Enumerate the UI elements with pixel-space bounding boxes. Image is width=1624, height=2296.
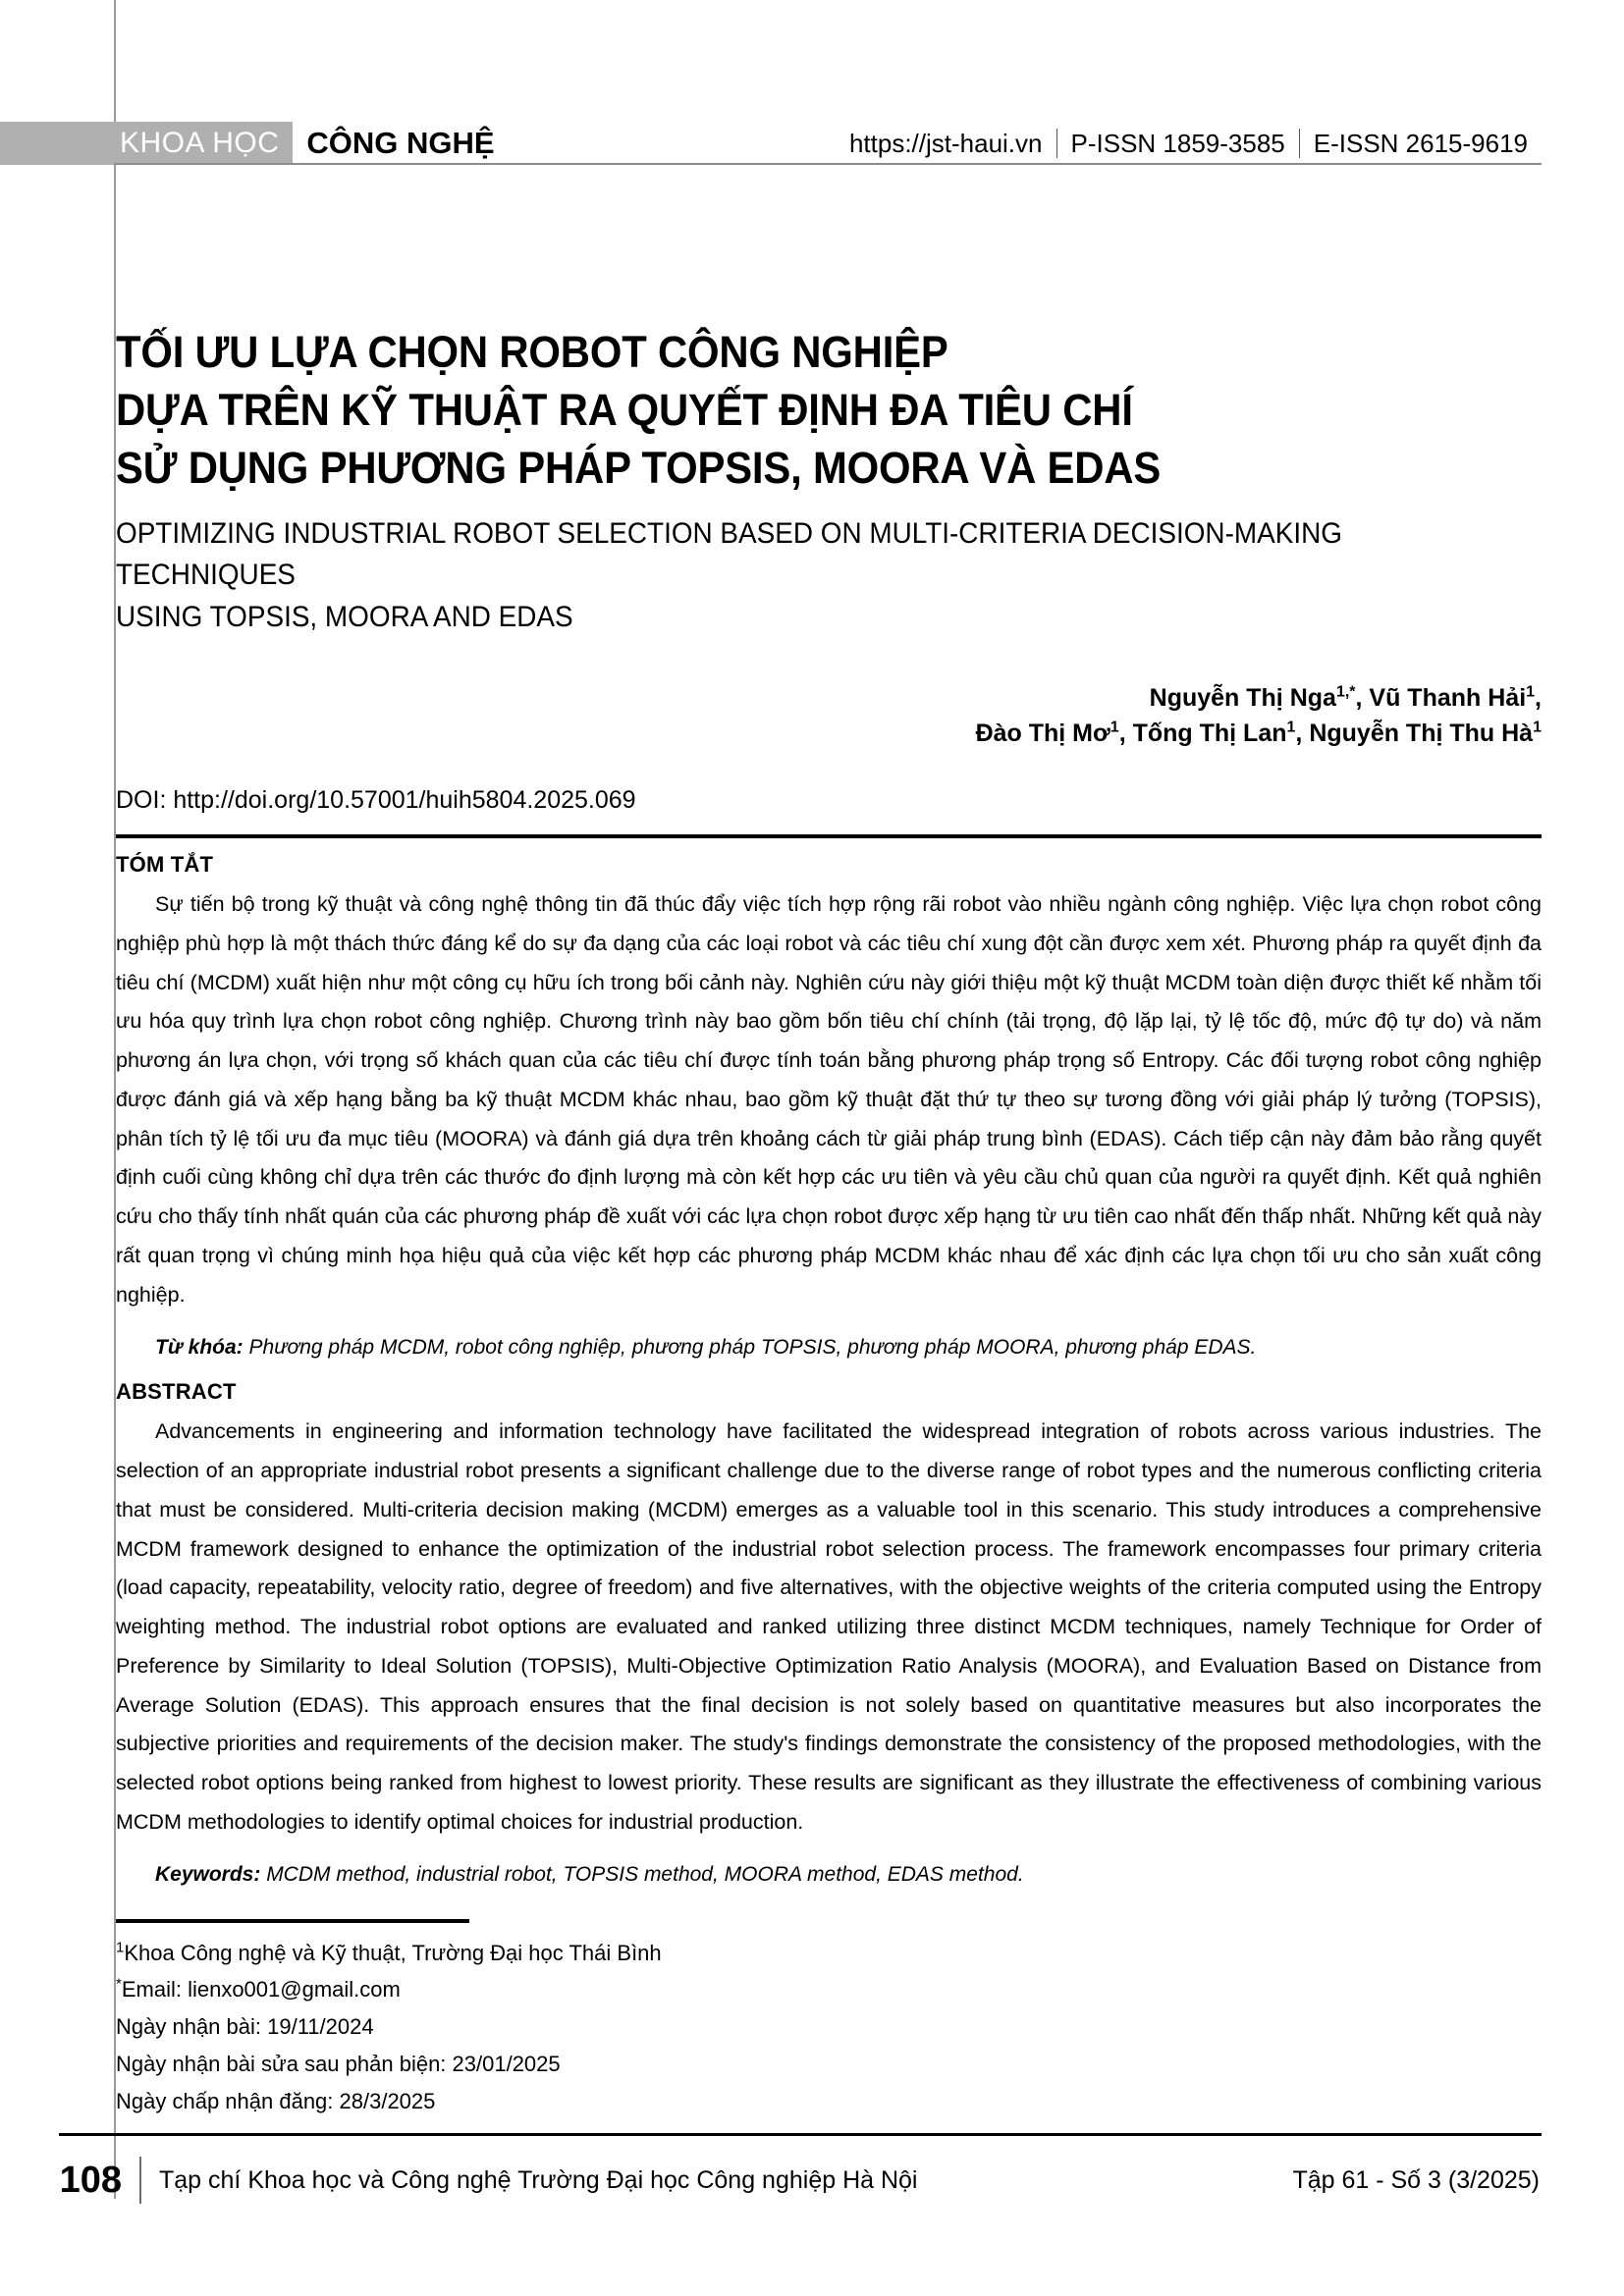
title-block xyxy=(116,0,1542,639)
doi-line[interactable]: DOI: http://doi.org/10.57001/huih5804.2025.069 xyxy=(116,786,636,815)
author-sup-4: 1 xyxy=(1286,719,1296,736)
author-sup-5: 1 xyxy=(1533,719,1542,736)
keywords-vi-value: Phương pháp MCDM, robot công nghiệp, phương pháp TOPSIS, phương pháp MOORA, phương pháp EDAS. xyxy=(243,1335,1257,1359)
page-footer xyxy=(59,2146,1542,2215)
author-sup-2: 1 xyxy=(1526,683,1536,701)
article-title-english xyxy=(116,513,1441,639)
abstract-vi-body: Sự tiến bộ trong kỹ thuật và công nghệ thông tin đã thúc đẩy việc tích hợp rộng rãi robot vào nhiều ngành công nghiệp. Việc lựa chọn robot công nghiệp phù hợp là một thách thức đáng kể do sự đa dạng của các loại robot và các tiêu chí xung đột cần được xem xét. Phương pháp ra quyết định đa tiêu chí (MCDM) xuất hiện như một công cụ hữu ích trong bối cảnh này. Nghiên cứu này giới thiệu một kỹ thuật MCDM toàn diện được thiết kế nhằm tối ưu hóa quy trình lựa chọn robot công nghiệp. Chương trình này bao gồm bốn tiêu chí chính (tải trọng, độ lặp lại, tỷ lệ tốc độ, mức độ tự do) và năm phương án lựa chọn, với trọng số khách quan của các tiêu chí được tính toán bằng phương pháp trọng số Entropy. Các đối tượng robot công nghiệp được đánh giá và xếp hạng bằng ba kỹ thuật MCDM khác nhau, bao gồm kỹ thuật đặt thứ tự theo sự tương đồng với giải pháp lý tưởng (TOPSIS), phân tích tỷ lệ tối ưu đa mục tiêu (MOORA) và đánh giá dựa trên khoảng cách từ giải pháp trung bình (EDAS). Cách tiếp cận này đảm bảo rằng quyết định cuối cùng không chỉ dựa trên các thước đo định lượng mà còn kết hợp các ưu tiên và yêu cầu chủ quan của người ra quyết định. Kết quả nghiên cứu cho thấy tính nhất quán của các phương pháp đề xuất với các lựa chọn robot được xếp hạng từ ưu tiên cao nhất đến thấp nhất. Những kết quả này rất quan trọng vì chúng minh họa hiệu quả của việc kết hợp các phương pháp MCDM khác nhau để xác định các lựa chọn tối ưu cho sản xuất công nghiệp. xyxy=(116,892,1542,1307)
affiliation-marker: 1 xyxy=(116,1939,125,1956)
author-line-1 xyxy=(116,680,1542,716)
title-vi-line-3: SỬ DỤNG PHƯƠNG PHÁP TOPSIS, MOORA VÀ EDAS xyxy=(116,442,1162,493)
affiliation-text: Khoa Công nghệ và Kỹ thuật, Trường Đại học Thái Bình xyxy=(124,1940,662,1965)
title-vi-line-1: TỐI ƯU LỰA CHỌN ROBOT CÔNG NGHIỆP xyxy=(116,327,948,377)
page-number: 108 xyxy=(59,2159,122,2201)
author-sup-3: 1 xyxy=(1110,719,1119,736)
footnote-block xyxy=(116,1935,1542,2120)
title-en-line-1: OPTIMIZING INDUSTRIAL ROBOT SELECTION BASED ON MULTI-CRITERIA DECISION-MAKING TECHNIQUES xyxy=(116,516,1342,592)
author-line-2 xyxy=(116,716,1542,751)
footer-divider xyxy=(139,2157,141,2204)
footnote-separator-rule xyxy=(116,1919,469,1923)
keywords-en-label: Keywords: xyxy=(155,1862,261,1886)
author-sup-1: 1,* xyxy=(1335,683,1356,701)
title-en-line-2: USING TOPSIS, MOORA AND EDAS xyxy=(116,601,573,633)
footnote-received-date: Ngày nhận bài: 19/11/2024 xyxy=(116,2014,374,2040)
author-dao-thi-mo: Đào Thị Mơ xyxy=(975,719,1110,747)
keywords-vi-label: Từ khóa: xyxy=(155,1335,244,1359)
abstract-en-body: Advancements in engineering and information technology have facilitated the widespread integration of robots across various industries. The selection of an appropriate industrial robot presents a significant challenge due to the diverse range of robot types and the numerous conflicting criteria that must be considered. Multi-criteria decision making (MCDM) emerges as a valuable tool in this scenario. This study introduces a comprehensive MCDM framework designed to enhance the optimization of the industrial robot selection process. The framework encompasses four primary criteria (load capacity, repeatability, velocity ratio, degree of freedom) and five alternatives, with the objective weights of the criteria computed using the Entropy weighting method. The industrial robot options are evaluated and ranked utilizing three distinct MCDM techniques, namely Technique for Order of Preference by Similarity to Ideal Solution (TOPSIS), Multi-Objective Optimization Ratio Analysis (MOORA), and Evaluation Based on Distance from Average Solution (EDAS). This approach ensures that the final decision is not solely based on quantitative measures but also incorporates the subjective priorities and requirements of the decision maker. The study's findings demonstrate the consistency of the proposed methodologies, with the selected robot options being ranked from highest to lowest priority. These results are significant as they illustrate the effectiveness of combining various MCDM methodologies to identify optimal choices for industrial production. xyxy=(116,1419,1542,1834)
author-vu-thanh-hai: , Vũ Thanh Hải xyxy=(1355,683,1527,712)
content-column xyxy=(116,0,1542,2120)
footer-issue-info: Tập 61 - Số 3 (3/2025) xyxy=(1292,2165,1540,2194)
keywords-vi xyxy=(116,1329,1542,1366)
footnote-revised-date: Ngày nhận bài sửa sau phản biện: 23/01/2025 xyxy=(116,2052,561,2077)
footnote-accepted-date: Ngày chấp nhận đăng: 28/3/2025 xyxy=(116,2088,436,2113)
title-vi-line-2: DỰA TRÊN KỸ THUẬT RA QUYẾT ĐỊNH ĐA TIÊU CHÍ xyxy=(116,384,1133,435)
electronic-issn: E-ISSN 2615-9619 xyxy=(1313,128,1528,158)
abstract-top-rule xyxy=(116,834,1542,838)
email-marker: * xyxy=(116,1976,122,1994)
author-line-1-end: , xyxy=(1535,683,1542,712)
journal-website[interactable]: https://jst-haui.vn xyxy=(848,128,1043,158)
author-nguyen-thi-thu-ha: , Nguyễn Thị Thu Hà xyxy=(1295,719,1534,747)
footer-journal-name: Tạp chí Khoa học và Công nghệ Trường Đại học Công nghiệp Hà Nội xyxy=(159,2165,918,2194)
masthead-tag-cong-nghe: CÔNG NGHỆ xyxy=(306,126,495,160)
email-text[interactable]: Email: lienxo001@gmail.com xyxy=(121,1977,401,2002)
keywords-en xyxy=(116,1856,1542,1894)
footnote-email xyxy=(116,1971,1542,2008)
author-nguyen-thi-nga: Nguyễn Thị Nga xyxy=(1149,683,1336,712)
author-list xyxy=(116,680,1542,752)
author-tong-thi-lan: , Tống Thị Lan xyxy=(1118,719,1287,747)
article-title-vietnamese xyxy=(116,324,1441,498)
print-issn: P-ISSN 1859-3585 xyxy=(1070,128,1285,158)
keywords-en-value: MCDM method, industrial robot, TOPSIS method, MOORA method, EDAS method. xyxy=(260,1862,1024,1886)
abstract-en-heading: ABSTRACT xyxy=(116,1379,237,1405)
masthead-tag-khoa-hoc: KHOA HỌC xyxy=(0,122,293,165)
footer-rule xyxy=(59,2133,1542,2136)
footnote-affiliation xyxy=(116,1935,1542,1972)
abstract-vi-heading: TÓM TẮT xyxy=(116,852,214,878)
